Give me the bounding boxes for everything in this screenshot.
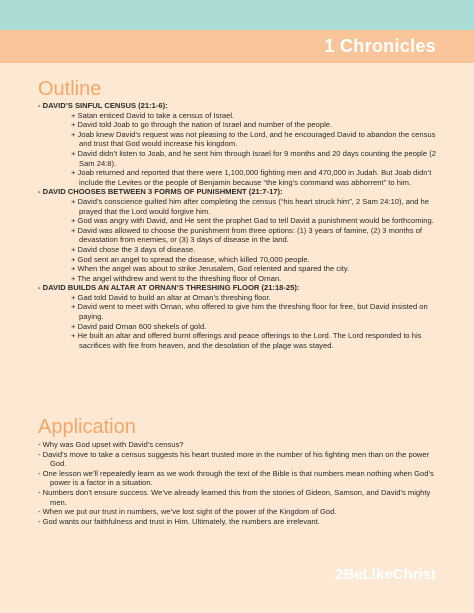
outline-group-title: - DAVID’S SINFUL CENSUS (21:1-6): [38,101,168,110]
application-content [38,440,438,526]
outline-point: + David paid Ornan 600 shekels of gold. [71,321,207,331]
outline-point: + David didn’t listen to Joab, and he sent him through Israel for 9 months and 20 days counting the people (2 Sam 24:8). [71,148,436,168]
outline-point: + Gad told David to build an altar at Ornan’s threshing floor. [71,292,271,302]
outline-group [38,187,438,283]
application-item: - One lesson we’ll repeatedly learn as we work through the text of the Bible is that numbers mean nothing when God’s power is a factor in a situation. [38,468,434,488]
outline-point: + Satan enticed David to take a census of Israel. [71,110,235,120]
application-item: - Numbers don’t ensure success. We’ve already learned this from the stories of Gideon, Samson, and David’s mighty men. [38,487,431,507]
outline-point: + God was angry with David, and He sent the prophet Gad to tell David a punishment would be forthcoming. [71,216,434,226]
outline-point: + David told Joab to go through the nation of Israel and number of the people. [71,120,333,130]
brand-watermark: 2BeLikeChrist [335,566,436,583]
outline-point: + David chose the 3 days of disease. [71,244,196,254]
outline-group [38,283,438,350]
outline-point: + When the angel was about to strike Jerusalem, God relented and spared the city. [71,264,350,274]
outline-content [38,101,438,350]
outline-point: + David’s conscience guilted him after completing the census (“his heart struck him”, 2 Sam 24:10), and he prayed that the Lord would forgive him. [71,196,429,216]
application-heading: Application [38,416,136,438]
outline-point: + He built an altar and offered burnt offerings and peace offerings to the Lord. The Lord responded to his sacrifices with fire from heaven, and the desolation of the plage was stayed. [71,331,422,350]
outline-heading: Outline [38,78,102,100]
application-item: - When we put our trust in numbers, we’ve lost sight of the power of the Kingdom of God. [38,507,337,517]
outline-point: + David was allowed to choose the punishment from three options: (1) 3 years of famine, (2) 3 months of devastation from enemies, or (3) 3 days of disease in the land. [71,225,422,245]
outline-group-title: - DAVID CHOOSES BETWEEN 3 FORMS OF PUNISHMENT (21:7-17): [38,187,283,197]
outline-point: + The angel withdrew and went to the threshing floor of Ornan. [71,273,282,283]
outline-point: + Joab returned and reported that there were 1,100,000 fighting men and 470,000 in Judah. But Joab didn’t include the Levites or the people of Benjamin because “the king’s command was abhorrent” to him. [71,168,432,187]
application-item: - Why was God upset with David’s census? [38,440,184,449]
outline-point: + God sent an angel to spread the disease, which killed 70,000 people. [71,254,310,264]
book-title: 1 Chronicles [324,36,436,56]
application-item: - David’s move to take a census suggests his heart trusted more in the number of his fighting men than on the power God. [38,449,430,469]
outline-group [38,101,438,187]
outline-point: + Joab knew David’s request was not pleasing to the Lord, and he encouraged David to abandon the census and trust that God would increase his kingdom. [71,129,436,149]
outline-point: + David went to meet with Ornan, who offered to give him the threshing floor for free, but David insisted on paying. [71,302,428,322]
top-teal-band [0,0,474,30]
application-item: - God wants our faithfulness and trust in Him. Ultimately, the numbers are irrelevant. [38,516,320,526]
outline-group-title: - DAVID BUILDS AN ALTAR AT ORNAN’S THRESHING FLOOR (21:18-25): [38,283,300,293]
